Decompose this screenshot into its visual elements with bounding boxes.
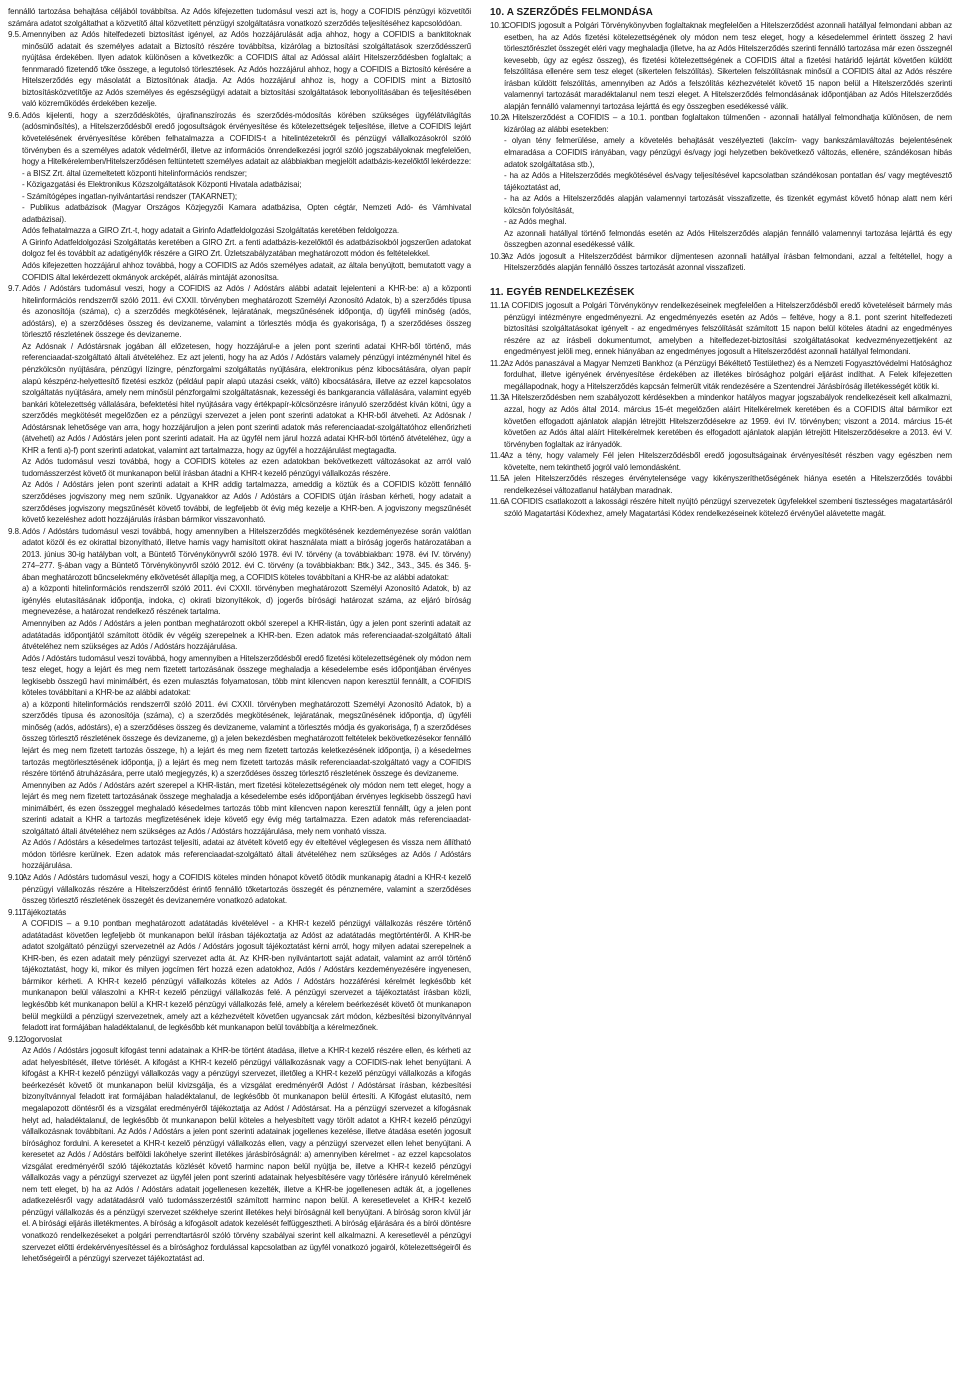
- section-9-11: [8, 907, 471, 1034]
- list-item: - a BISZ Zrt. által üzemeltetett központi hitelinformációs rendszer;: [22, 168, 247, 178]
- list-item: - Számítógépes ingatlan-nyilvántartási rendszer (TAKARNET);: [22, 191, 238, 201]
- section-10-1: [490, 20, 952, 112]
- intro-paragraph: fennálló tartozása behajtása céljából továbbítsa. Az Adós kifejezetten tudomásul veszi azt is, hogy a COFIDIS pénzügyi közvetítői számára adatot szolgáltathat a közvetítő által közvetített pénzügyi szolgáltatásra vonatkozó szerződés teljesítéséhez kapcsolódóan.: [8, 7, 471, 28]
- giro-paragraph-1: Adós felhatalmazza a GIRO Zrt.-t, hogy adatait a Girinfo Adatfeldolgozási Szolgáltatás keretében feldolgozza.: [22, 226, 399, 236]
- section-number: 9.11.: [8, 907, 25, 917]
- right-column: [490, 6, 952, 519]
- section-number: 11.6.: [490, 497, 507, 507]
- section-9-6-text: Adós kijelenti, hogy a szerződéskötés, újrafinanszírozás és szerződés-módosítás körében szükséges ügyfélátvilágítás (adósminősítés), a Hitelszerződésből eredő jogosultságok érvényesítése és kötelezettségek teljesítése, illetve a COFIDIS lejárt követelésének érvényesítése körében felhatalmazza a COFIDIS-t a hitelintézetekről és pénzügyi vállalkozásokról szóló törvényben és a személyes adatok védelméről, illetve az információs önrendelkezési jogról szóló jogszabályoknak megfelelően, hogy a Hitelkérelemben/Hitelszerződésen feltüntetett személyes adatait az alábbiakban megjelölt adatbázis-kezelőktől lekérdezze:: [22, 110, 471, 167]
- section-9-12-title: Jogorvoslat: [22, 1034, 62, 1044]
- list-item: - Közigazgatási és Elektronikus Közszolgáltatások Központi Hivatala adatbázisai;: [22, 180, 302, 190]
- section-9-8: [8, 526, 471, 872]
- section-10-heading: 10. A SZERZŐDÉS FELMONDÁSA: [490, 7, 653, 18]
- section-9-6: [8, 110, 471, 283]
- section-number: 10.2.: [490, 113, 508, 123]
- section-number: 9.12.: [8, 1034, 26, 1044]
- list-item: - ha az Adós a Hitelszerződés alapján valamennyi tartozását visszafizette, és tizenkét egymást követő hónap alatt nem kéri kölcsön folyósítását,: [504, 194, 952, 215]
- section-11-2: [490, 358, 952, 393]
- left-column: [8, 6, 471, 1265]
- khr-paragraph-4: Az Adós / Adóstárs jelen pont szerinti adatait a KHR addig tartalmazza, ameddig a köztük és a COFIDIS között fennálló szerződéses jogviszony meg nem szűnik. Ugyanakkor az Adós / Adóstárs a COFIDIS útján írásban kérheti, hogy adatait a szerződéses jogviszony megszűnését követő további, de legfeljebb öt évig még kezelje a KHR-ben. A jogviszony megszűnését követő kezeléshez adott hozzájárulás írásban bármikor visszavonható.: [22, 480, 471, 525]
- giro-paragraph-2: A Girinfo Adatfeldolgozási Szolgáltatás keretében a GIRO Zrt. a fenti adatbázis-kezelőktől és adatbázisokból jogszerűen adatokat dolgoz fel és továbbít az adatigénylők részére a GIRO Zrt. Üzletszabályzatában meghatározott módon és feltételekkel.: [22, 237, 471, 259]
- section-number: 9.6.: [8, 110, 21, 120]
- section-number: 11.3.: [490, 393, 507, 403]
- section-11-1-text: A COFIDIS jogosult a Polgári Törvénykönyv rendelkezéseinek megfelelően a Hitelszerződésből eredő követeléseit bármely más pénzügyi intézményre engedményezni. Az engedményezés esetén az Adós – feltéve, hogy a 8.1. pont szerint hitelfedezeti biztosítási szolgáltatásokat igényelt - az engedményes felszólítását számított 15 napon belül köteles átadni az engedményes részére az az írásbeli dokumentumot, amelyben a hitelfedezet-biztosítási szolgáltatásokat kedvezményezettjeként az engedményest jelöli meg, ennek hiányában az engedményes jogosult a Hitelszerződést azonnali hatállyal felmondani.: [504, 301, 952, 357]
- section-number: 9.10.: [8, 873, 26, 883]
- section-9-8-b: Amennyiben az Adós / Adóstárs a jelen pontban meghatározott okból szerepel a KHR-listán, úgy a jelen pont szerinti adatait az adatátadás időpontjától számított ötödik év végéig szerepelnek a KHR-ben. Ezen adatok más referenciaadat-szolgáltató általi átvételéhez nem szükséges az Adós / Adóstárs hozzájárulása.: [22, 618, 471, 652]
- section-9-8-c: Adós / Adóstárs tudomásul veszi továbbá, hogy amennyiben a Hitelszerződésből eredő fizetési kötelezettségének oly módon nem tesz eleget, hogy a lejárt és meg nem fizetett tartozásának összege meghaladja a késedelembe esés időpontjában érvényes legkisebb összegű havi minimálbért, és ezen mulasztás folyamatosan, több mint kilencven napon keresztül fennállt, a COFIDIS köteles továbbítani a KHR-be az alábbi adatokat:: [22, 653, 471, 698]
- section-11-6: [490, 496, 952, 519]
- section-10-2: [490, 112, 952, 251]
- section-9-8-d: Amennyiben az Adós / Adóstárs azért szerepel a KHR-listán, mert fizetési kötelezettségének oly módon nem tett eleget, hogy a lejárt és meg nem fizetett tartozásának összege meghaladja a késedelembe esés időpontjában érvényes legkisebb összegű havi minimálbért, és ezen összeggel meghaladó késedelmes tartozás több mint kilencven napon keresztül fennállt, úgy a jelen pont szerinti adatait a KHR a tartozás megfizetésének ideje követő egy évig még tartalmazza. Ezen adatok más referenciaadat-szolgáltató általi átvételéhez nem szükséges az Adós / Adóstárs hozzájárulása, mely nem vonható vissza.: [22, 780, 471, 836]
- section-9-7-text: Adós / Adóstárs tudomásul veszi, hogy a COFIDIS az Adós / Adóstárs alábbi adatait lejelenteni a KHR-be: a) a központi hitelinformációs rendszerről szóló 2011. évi CXXII. törvényben meghatározott Személyi Azonosító Adatok, b) a szerződés típusa és azonosítója (száma), c) a szerződés megkötésének, lejáratának, megszűnésének időpontja, d) ügyféli minőség (adós, adóstárs), e) a szerződéses összeg és devizaneme, valamint a törlesztés módja és gyakorisága, f) a szerződéses összeg törlesztő részletének összege és devizaneme.: [22, 284, 471, 340]
- section-9-10: [8, 872, 471, 907]
- section-9-7: [8, 283, 471, 525]
- section-9-5: [8, 29, 471, 110]
- section-9-5-text: Amennyiben az Adós hitelfedezeti biztosítást igényel, az Adós hozzájárulását adja ahhoz, hogy a COFIDIS a banktitoknak minősülő adatait és személyes adatait a Biztosító részére továbbítsa, kizárólag a biztosítási szolgáltatások szerződésszerű nyújtása érdekében. Ilyen adatok különösen a következők: a COFIDIS által az Adóssal aláírt Hitelszerződésben foglaltak; a fennmaradó fizetendő tőke összege, a legutolsó törlesztések. Az Adós hozzájárul ahhoz, hogy a COFIDIS a Biztosító kérésére a Hitelszerződés egy másolatát a Biztosítónak átadja. Az Adós hozzájárul ahhoz is, hogy a COFIDIS mint a Biztosító biztosításközvetítője az Adós személyes és egészségügyi adatait a biztosítási szolgáltatások lebonyolításában és teljesítésében való közreműködés érdekében kezelje.: [22, 30, 471, 109]
- section-9-12-text: Az Adós / Adóstárs jogosult kifogást tenni adatainak a KHR-be történt átadása, illetve a KHR-t kezelő részére ellen, és kérheti az adat helyesbítését, illetve törlését. A kifogást a KHR-t kezelő pénzügyi vállalkozásnak vagy a COFIDIS-nak lehet benyújtani. A kifogást a KHR-t kezelő pénzügyi vállalkozás vagy a pénzügyi szervezet, illetőleg a KHR-t kezelő pénzügyi vállalkozás a kifogás beérkezését követő öt munkanapon belül kivizsgálja, és a vizsgálat eredményéről Adóst / Adóstársat írásban, kézbesítési bizonyítvánnyal feladott irat formájában haladéktalanul, de legkésőbb öt munkanapon belül értesíti. A Kifogást elutasító, nem megalapozott döntésről és a vizsgálat eredményéről tájékoztatja az Adóst / Adóstársat. Ha a pénzügyi szervezet a kifogásnak helyt ad, haladéktalanul, de legkésőbb öt munkanapon belül köteles a helyesbített vagy törölt adatot a KHR-t kezelő pénzügyi vállalkozásnak továbbítani. Az Adós / Adóstárs a jelen pont szerinti adatainak jogellenes kezelése, illetve átadása esetén jogosult bírósághoz fordulni. A keresetet a KHR-t kezelő pénzügyi vállalkozás ellen, vagy a pénzügyi szervezet ellen lehet benyújtani. A keresetet az Adós / Adóstárs belföldi lakóhelye szerint illetékes járásbíróságnál: a) amennyiben kérelmet - az ezzel kapcsolatos vizsgálat eredményéről szóló tájékoztatás közlését követő harminc napon belül nyújtja be, illetve a KHR-t kezelő pénzügyi vállalkozás vagy a pénzügyi szervezet az ügyfél jelen pont szerinti adatainak helyesbítésére vagy törlésére irányuló kérelmének nem tett eleget, b) ha az Adós / Adóstárs adatait jogellenesen kezelték, illetve a KHR-be jogellenesen adták át, a jogellenes adatkezelésről vagy adatátadásról való tudomásszerzéstől számított harminc napon belül. A keresetlevelet a KHR-t kezelő pénzügyi vállalkozás és a pénzügyi szervezet székhelye szerint illetékes helyi bíróságnál kell benyújtani. A bíróság soron kívül jár el. A bírósági eljárás illetékmentes. A bíróság a kifogásolt adatok kezelését felfüggesztheti. A bíróság eljárására és a bírói döntésre vonatkozó rendelkezéseket a polgári perrendtartásról szóló törvény szabályai szerint kell alkalmazni. A keresetlevél a pénzügyi szervezet előtti érdekérvényesítéssel és a bírósághoz fordulással kapcsolatban az ügyfél vonatkozó jogairól, kötelezettségeiről és lehetőségeiről a pénzügyi szervezet tájékoztatást ad.: [22, 1046, 471, 1264]
- list-item: - olyan tény felmerülése, amely a követelés behajtását veszélyezteti (lakcím- vagy bankszámlaváltozás bejelentésének elmaradása a COFIDIS irányában, vagy pénzügyi és/vagy jogi helyzetben bekövetkező változás, ellenére, szándékosan hibás adatok szolgáltatása stb.),: [504, 136, 952, 169]
- section-10-3-text: Az Adós jogosult a Hitelszerződést bármikor díjmentesen azonnali hatállyal írásban felmondani, azzal a feltétellel, hogy a Hitelszerződés alapján fennálló összes tartozását azonnal visszafizeti.: [504, 251, 952, 273]
- section-number: 11.1.: [490, 301, 507, 311]
- section-number: 10.1.: [490, 21, 508, 30]
- section-9-11-title: Tájékoztatás: [22, 907, 67, 917]
- section-11-2-text: Az Adós panaszával a Magyar Nemzeti Bankhoz (a Pénzügyi Békéltető Testülethez) és a Nemzeti Fogyasztóvédelmi Hatósághoz fordulhat, illetve igényének érvényesítése érdekében az illetékes bírósághoz polgári eljárást indíthat. A Felek kifejezetten megállapodnak, hogy a Hitelszerződés kapcsán felmerült viták rendezésére a Szentendrei Járásbíróság illetékességét kötik ki.: [504, 358, 952, 391]
- section-number: 11.4.: [490, 451, 507, 461]
- section-11-4: [490, 450, 952, 473]
- khr-paragraph-3: Az Adós tudomásul veszi továbbá, hogy a COFIDIS köteles az ezen adatokban bekövetkezett változásokat az arról való tudomásszerzést követő öt munkanapon belül írásban átadni a KHR-t kezelő pénzügyi vállalkozás részére.: [22, 457, 471, 478]
- section-number: 9.7.: [8, 284, 21, 294]
- section-11-5: [490, 473, 952, 496]
- section-11-3-text: A Hitelszerződésben nem szabályozott kérdésekben a mindenkor hatályos magyar jogszabályok rendelkezéseit kell alkalmazni, azzal, hogy az Adós által 2014. március 15-ét megelőzően aláírt Hitelkérelmek keretében és a COFIDIS által bármikor ezt követően elfogadott ajánlatok alapján létrejött Hitelszerződésekre az 1959. évi IV. törvényben; viszont a 2014. március 15-ét követően az Adós által aláírt Hitelkérelmek keretében és elfogadott ajánlatok alapján létrejött Hitelszerződésekre a 2013. évi V. törvényben foglaltak az irányadók.: [504, 393, 952, 449]
- list-item: - ha az Adós a Hitelszerződés megkötésével és/vagy teljesítésével kapcsolatban szándékosan pontatlan és/ vagy megtévesztő tájékoztatást ad,: [504, 171, 952, 192]
- section-9-11-text: A COFIDIS – a 9.10 pontban meghatározott adatátadás kivételével - a KHR-t kezelő pénzügyi vállalkozás részére történő adatátadást követően legfeljebb öt munkanapon belül írásban tájékoztatja az Adóst az adatátadás megtörténtéről. A KHR-be adatot szolgáltató pénzügyi szervezetnél az Adós / Adóstárs jogosult tájékoztatást kérni arról, hogy milyen adatai szerepelnek a KHR-ben, és ezen adatait mely pénzügyi szervezet adta át. Az KHR-ben nyilvántartott saját adatait, valamint az arról történő tájékoztatást, hogy ki, mikor és milyen jogcímen fért hozzá ezen adatokhoz, Adós / Adóstárs kezdeményezésére ingyenesen, bármikor kérheti. A KHR-t kezelő pénzügyi vállalkozás köteles az Adós / Adóstárs hozzáférési kérelmét legkésőbb két munkanapon belül válaszolni a KHR-t kezelő pénzügyi vállalkozás felé. A pénzügyi szervezet a tájékoztatást írásban közli, legkésőbb két munkanapon belül a KHR-t kezelő pénzügyi vállalkozás felé, amely a kérelem beérkezését követő öt munkanapon belül megküldi a pénzügyi szervezetnek, amely azt a kézhezvételt követően ugyancsak zárt módon, kézbesítési bizonyítvánnyal feladott irat formájában haladéktalanul, de legkésőbb két munkanapon belül továbbítja a kérelmezőnek.: [22, 919, 471, 1033]
- section-9-8-text: Adós / Adóstárs tudomásul veszi továbbá, hogy amennyiben a Hitelszerződés megkötésének kezdeményezése során valótlan adatot közöl és ez okirattal bizonyítható, illetve hamis vagy hamisított okirat használata miatt a bíróság jogerős határozatában a 2013. június 30-ig hatályban volt, a Büntető Törvénykönyvről szóló 1978. évi IV. törvény (a továbbiakban: 1978. évi IV. törvény) 274–277. §-ában vagy a Büntető Törvénykönyvről szóló 2012. évi C. törvény (a továbbiakban: Btk.) 342., 343., 345. és 346. §-ában meghatározott bűncselekmény elkövetését állapítja meg, a COFIDIS köteles továbbítani a KHR-be az alábbi adatokat:: [22, 526, 471, 582]
- section-11-3: [490, 392, 952, 450]
- list-item: - az Adós meghal.: [504, 217, 567, 227]
- section-number: 11.5.: [490, 474, 507, 484]
- section-10-3: [490, 251, 952, 274]
- section-9-8-e: Az Adós / Adóstárs a késedelmes tartozást teljesíti, adatai az átvételt követő egy év elteltével véglegesen és vissza nem állítható módon törlésre kerülnek. Ezen adatok más referenciaadat-szolgáltató általi átvételéhez nem szükséges az Adós / Adóstárs hozzájárulása.: [22, 838, 471, 871]
- section-9-8-list: a) a központi hitelinformációs rendszerről szóló 2011. évi CXXII. törvényben meghatározott Személyi Azonosító Adatok, b) az igénylés elutasításának időpontja, indoka, c) okirati bizonyítékok, d) jogerős bírósági határozat száma, az eljáró bíróság megnevezése, a határozat rendelkező részének tartalma.: [22, 584, 471, 617]
- section-9-12: [8, 1034, 471, 1265]
- section-9-10-text: Az Adós / Adóstárs tudomásul veszi, hogy a COFIDIS köteles minden hónapot követő ötödik munkanapig átadni a KHR-t kezelő pénzügyi vállalkozás részére a Hitelszerződést érintő fennálló tőketartozás összegét és pénznemére, valamint a szerződéses összeg törlesztő részletének összegét és devizanemére vonatkozó adatokat.: [22, 873, 471, 906]
- section-11-heading: 11. EGYÉB RENDELKEZÉSEK: [490, 287, 635, 299]
- section-11-1: [490, 300, 952, 358]
- section-11-5-text: A jelen Hitelszerződés részeges érvénytelensége vagy kikényszeríthetőségének hiánya esetén a Hitelszerződés további rendelkezései változatlanul hatályban maradnak.: [504, 474, 952, 495]
- okmany-paragraph: Adós kifejezetten hozzájárul ahhoz továbbá, hogy a COFIDIS az Adós személyes adatait, az általa benyújtott, bemutatott vagy a COFIDIS által lekérdezett okmányok arcképét, aláírás mintáját azonosítsa.: [22, 261, 471, 282]
- section-11-4-text: Az a tény, hogy valamely Fél jelen Hitelszerződésből eredő jogosultságainak érvényesítését részben vagy egészben nem követelte, nem tekinthető jogról való lemondásként.: [504, 451, 952, 472]
- section-10-2-text: A Hitelszerződést a COFIDIS – a 10.1. pontban foglaltakon túlmenően - azonnali hatállyal felmondhatja különösen, de nem kizárólag az alábbi esetekben:: [504, 113, 952, 134]
- section-11-6-text: A COFIDIS csatlakozott a lakossági részére hitelt nyújtó pénzügyi szervezetek ügyfelekkel szembeni tisztességes magatartásáról szóló Magatartási Kódexhez, amely Magatartási Kódex rendelkezéseinek kötelező érvényűel alávetette magát.: [504, 497, 952, 518]
- section-number: 10.3.: [490, 251, 508, 261]
- section-number: 9.5.: [8, 30, 21, 40]
- section-number: 9.8.: [8, 526, 21, 536]
- section-9-8-list-2: a) a központi hitelinformációs rendszerről szóló 2011. évi CXXII. törvényben meghatározott Személyi Azonosító Adatok, b) a szerződés típusa és azonosítója (száma), c) a szerződés megkötésének, lejáratának, megszűnésének időpontja, d) ügyféli minőség (adós, adóstárs), e) a szerződéses összeg és devizaneme, valamint a törlesztés módja és gyakorisága, f) a szerződéses összeg törlesztő részletének összege és devizaneme, g) a jelen bekezdésben meghatározott feltételek bekövetkezésekor fennálló lejárt és meg nem fizetett tartozás összege, h) a lejárt és meg nem fizetett tartozás keletkezésének időpontja, i) a késedelmes tartozás megtörlesztésének időpontja, j) a lejárt és meg nem fizetett tartozás másik referenciaadat-szolgáltató vagy a COFIDIS részére történő átruházására, perre utaló megjegyzés, k) a szerződéses összeg törlesztő részletének összege és devizaneme.: [22, 699, 471, 779]
- section-10-2-closing: Az azonnali hatállyal történő felmondás esetén az Adós Hitelszerződés alapján fennálló valamennyi tartozása lejárttá és egy összegben azonnal esedékessé válik.: [504, 228, 952, 250]
- section-10-1-text: COFIDIS jogosult a Polgári Törvénykönyvben foglaltaknak megfelelően a Hitelszerződést azonnali hatállyal felmondani abban az esetben, ha az Adós fizetési kötelezettségének oly módon nem tesz eleget, hogy a késedelemmel érintett összeg 2 havi törlesztőrészlet összegét eléri vagy meghaladja (illetve, ha az Adós Hitelszerződés szerinti fennálló tartozása már ezen összegnél kevesebb, úgy az egész összeg), és fizetési kötelezettségének a COFIDIS által a fizetési határidő lejártát követően küldött felszólítása ellenére sem tesz eleget (sikertelen felszólítás). Sikertelen felszólításnak minősül a COFIDIS által az Adós részére írásban küldött felszólítás, amennyiben az Adós a felszólítás kézhezvételét követő 15 napon belül a Hitelszerződés szerinti valamennyi tartozását maradéktalanul nem teszi eleget. A Hitelszerződés felmondásának időpontjában az Adós Hitelszerződés alapján fennálló valamennyi tartozása lejárttá és egy összegben esedékessé válik.: [504, 21, 952, 111]
- list-item: - Publikus adatbázisok (Magyar Országos Közjegyzői Kamara adatbázisa, Opten cégtár, Nemzeti Adó- és Vámhivatal adatbázisai).: [22, 203, 471, 224]
- khr-paragraph-2: Az Adósnak / Adóstársnak jogában áll előzetesen, hogy hozzájárul-e a jelen pont szerinti adatai KHR-ből történő, más referenciaadat-szolgáltató általi átvételéhez. Ez azt jelenti, hogy ha az Adós / Adóstárs valamely pénzügyi intézménynél hitel és pénzkölcsön nyújtására, pénzügyi lízingre, pénzforgalmi szolgáltatás nyújtására, elektronikus pénz kibocsátására, olyan papír alapú készpénz-helyettesítő fizetési eszköz (például papír alapú utazási csekk, váltó) kibocsátására, illetve az ezzel kapcsolatos szolgáltatás nyújtására, amely nem minősül pénzforgalmi szolgáltatásnak, kezességi és bankgarancia vállalására, valamint egyéb bankári kötelezettség vállalására, befektetési hitel nyújtására vagy értékpapír-kölcsönzésre irányuló szerződést kíván kötni, úgy a szerződés megkötését megelőzően ez a pénzügyi szervezet a jelen pont szerinti adatokat a KHR-ből átveheti. Az Adósnak / Adóstársnak lehetősége van arra, hogy hozzájáruljon a jelen pont szerinti adatok más referenciaadat-szolgáltatóhoz ellenőrizheti (átveheti) az Adós / Adóstárs jelen pont szerinti adatait. Ha az ügyfél nem járul hozzá adatai KHR-ből történő átvételéhez, úgy a KHR a fenti a)-f) pont szerinti adatokat, valamint azt tartalmazza, hogy az ügyfél a hozzájárulást megtagadta.: [22, 341, 471, 455]
- section-number: 11.2.: [490, 358, 507, 368]
